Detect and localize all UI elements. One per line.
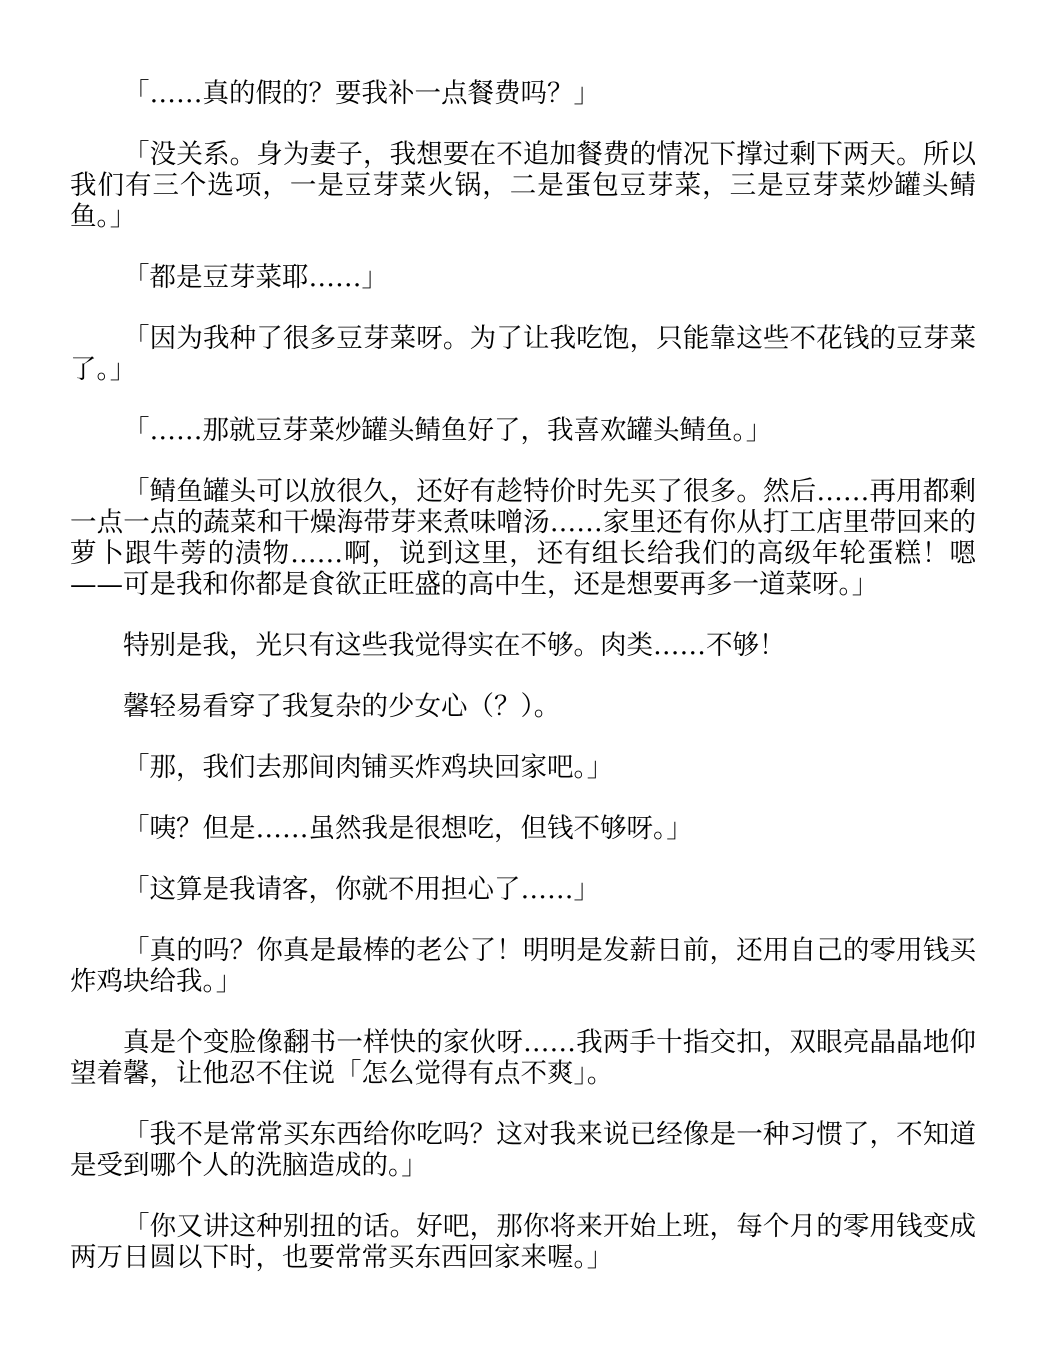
paragraph-3: 「都是豆芽菜耶……」 <box>123 262 388 293</box>
paragraph-8: 馨轻易看穿了我复杂的少女心（？）。 <box>123 691 561 722</box>
paragraph-6: 「鲭鱼罐头可以放很久，还好有趁特价时先买了很多。然后……再用都剩一点一点的蔬菜和干燥海带芽来煮味噌汤……家里还有你从打工店里带回来的萝卜跟牛蒡的渍物……啊，说到这里，还有组长给我们的高级年轮蛋糕！嗯——可是我和你都是食欲正旺盛的高中生，还是想要再多一道菜呀。」 <box>70 476 976 600</box>
paragraph-7: 特别是我，光只有这些我觉得实在不够。肉类……不够！ <box>123 630 786 661</box>
paragraph-5: 「……那就豆芽菜炒罐头鲭鱼好了，我喜欢罐头鲭鱼。」 <box>123 415 773 446</box>
paragraph-2: 「没关系。身为妻子，我想要在不追加餐费的情况下撑过剩下两天。所以我们有三个选项，一是豆芽菜火锅，二是蛋包豆芽菜，三是豆芽菜炒罐头鲭鱼。」 <box>70 139 976 232</box>
paragraph-10: 「咦？但是……虽然我是很想吃，但钱不够呀。」 <box>123 813 693 844</box>
paragraph-15: 「你又讲这种别扭的话。好吧，那你将来开始上班，每个月的零用钱变成两万日圆以下时，也要常常买东西回家来喔。」 <box>70 1211 976 1273</box>
paragraph-11: 「这算是我请客，你就不用担心了……」 <box>123 874 600 905</box>
paragraph-1: 「……真的假的？要我补一点餐费吗？」 <box>123 78 600 109</box>
paragraph-13: 真是个变脸像翻书一样快的家伙呀……我两手十指交扣，双眼亮晶晶地仰望着馨，让他忍不住说「怎么觉得有点不爽」。 <box>70 1027 976 1089</box>
paragraph-9: 「那，我们去那间肉铺买炸鸡块回家吧。」 <box>123 752 614 783</box>
paragraph-12: 「真的吗？你真是最棒的老公了！明明是发薪日前，还用自己的零用钱买炸鸡块给我。」 <box>70 935 976 997</box>
paragraph-14: 「我不是常常买东西给你吃吗？这对我来说已经像是一种习惯了，不知道是受到哪个人的洗脑造成的。」 <box>70 1119 976 1181</box>
paragraph-4: 「因为我种了很多豆芽菜呀。为了让我吃饱，只能靠这些不花钱的豆芽菜了。」 <box>70 323 976 385</box>
